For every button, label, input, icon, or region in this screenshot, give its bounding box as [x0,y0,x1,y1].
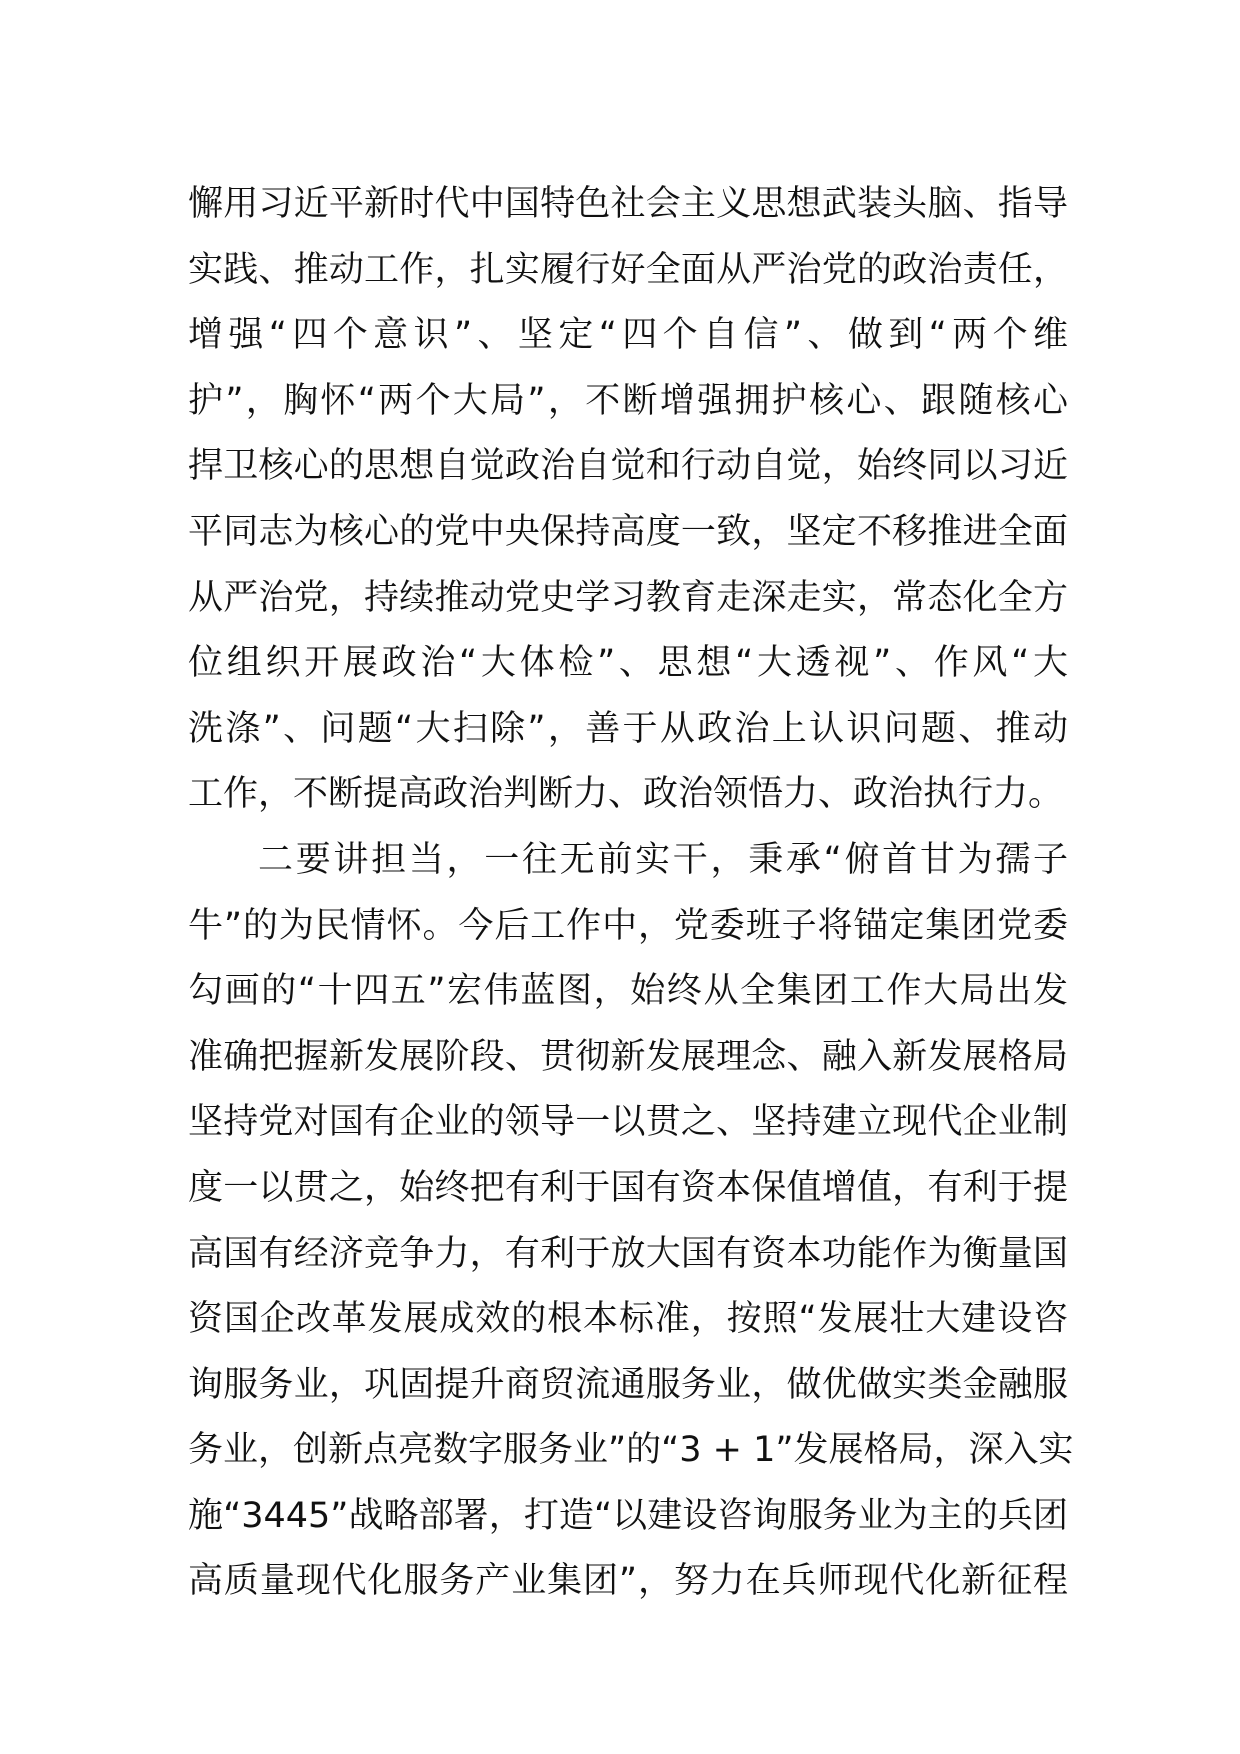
text-line: 从严治党，持续推动党史学习教育走深走实，常态化全方 [188,577,1068,618]
text-line: 坚持党对国有企业的领导一以贯之、坚持建立现代企业制 [188,1102,1068,1143]
text-line: 位组织开展政治“大体检”、思想“大透视”、作风“大 [188,643,1068,684]
text-line: 护”，胸怀“两个大局”，不断增强拥护核心、跟随核心 [188,380,1068,421]
text-line: 捍卫核心的思想自觉政治自觉和行动自觉，始终同以习近 [188,446,1068,487]
text-line: 询服务业，巩固提升商贸流通服务业，做优做实类金融服 [188,1364,1068,1405]
text-line: 务业，创新点亮数字服务业”的“3 + 1”发展格局，深入实 [188,1430,1074,1471]
text-line: 二要讲担当，一往无前实干，秉承“俯首甘为孺子 [258,839,1068,880]
text-line: 资国企改革发展成效的根本标准，按照“发展壮大建设咨 [188,1299,1068,1340]
text-line: 牛”的为民情怀。今后工作中，党委班子将锚定集团党委 [188,905,1068,946]
text-line: 懈用习近平新时代中国特色社会主义思想武装头脑、指导 [188,184,1068,224]
text-line: 准确把握新发展阶段、贯彻新发展理念、融入新发展格局 [188,1036,1068,1077]
text-line: 勾画的“十四五”宏伟蓝图，始终从全集团工作大局出发 [188,971,1068,1012]
text-line: 工作，不断提高政治判断力、政治领悟力、政治执行力。 [188,774,1064,815]
text-line: 平同志为核心的党中央保持高度一致，坚定不移推进全面 [188,511,1068,552]
text-line: 增强“四个意识”、坚定“四个自信”、做到“两个维 [188,315,1068,356]
text-line: 度一以贯之，始终把有利于国有资本保值增值，有利于提 [188,1167,1068,1208]
body-text [188,172,1074,1615]
text-line: 洗涤”、问题“大扫除”，善于从政治上认识问题、推动 [188,708,1068,749]
text-line: 高国有经济竞争力，有利于放大国有资本功能作为衡量国 [188,1233,1068,1274]
text-line: 高质量现代化服务产业集团”，努力在兵师现代化新征程 [188,1561,1068,1602]
text-line: 实践、推动工作，扎实履行好全面从严治党的政治责任， [188,249,1068,290]
text-line: 施“3445”战略部署，打造“以建设咨询服务业为主的兵团 [188,1495,1068,1536]
